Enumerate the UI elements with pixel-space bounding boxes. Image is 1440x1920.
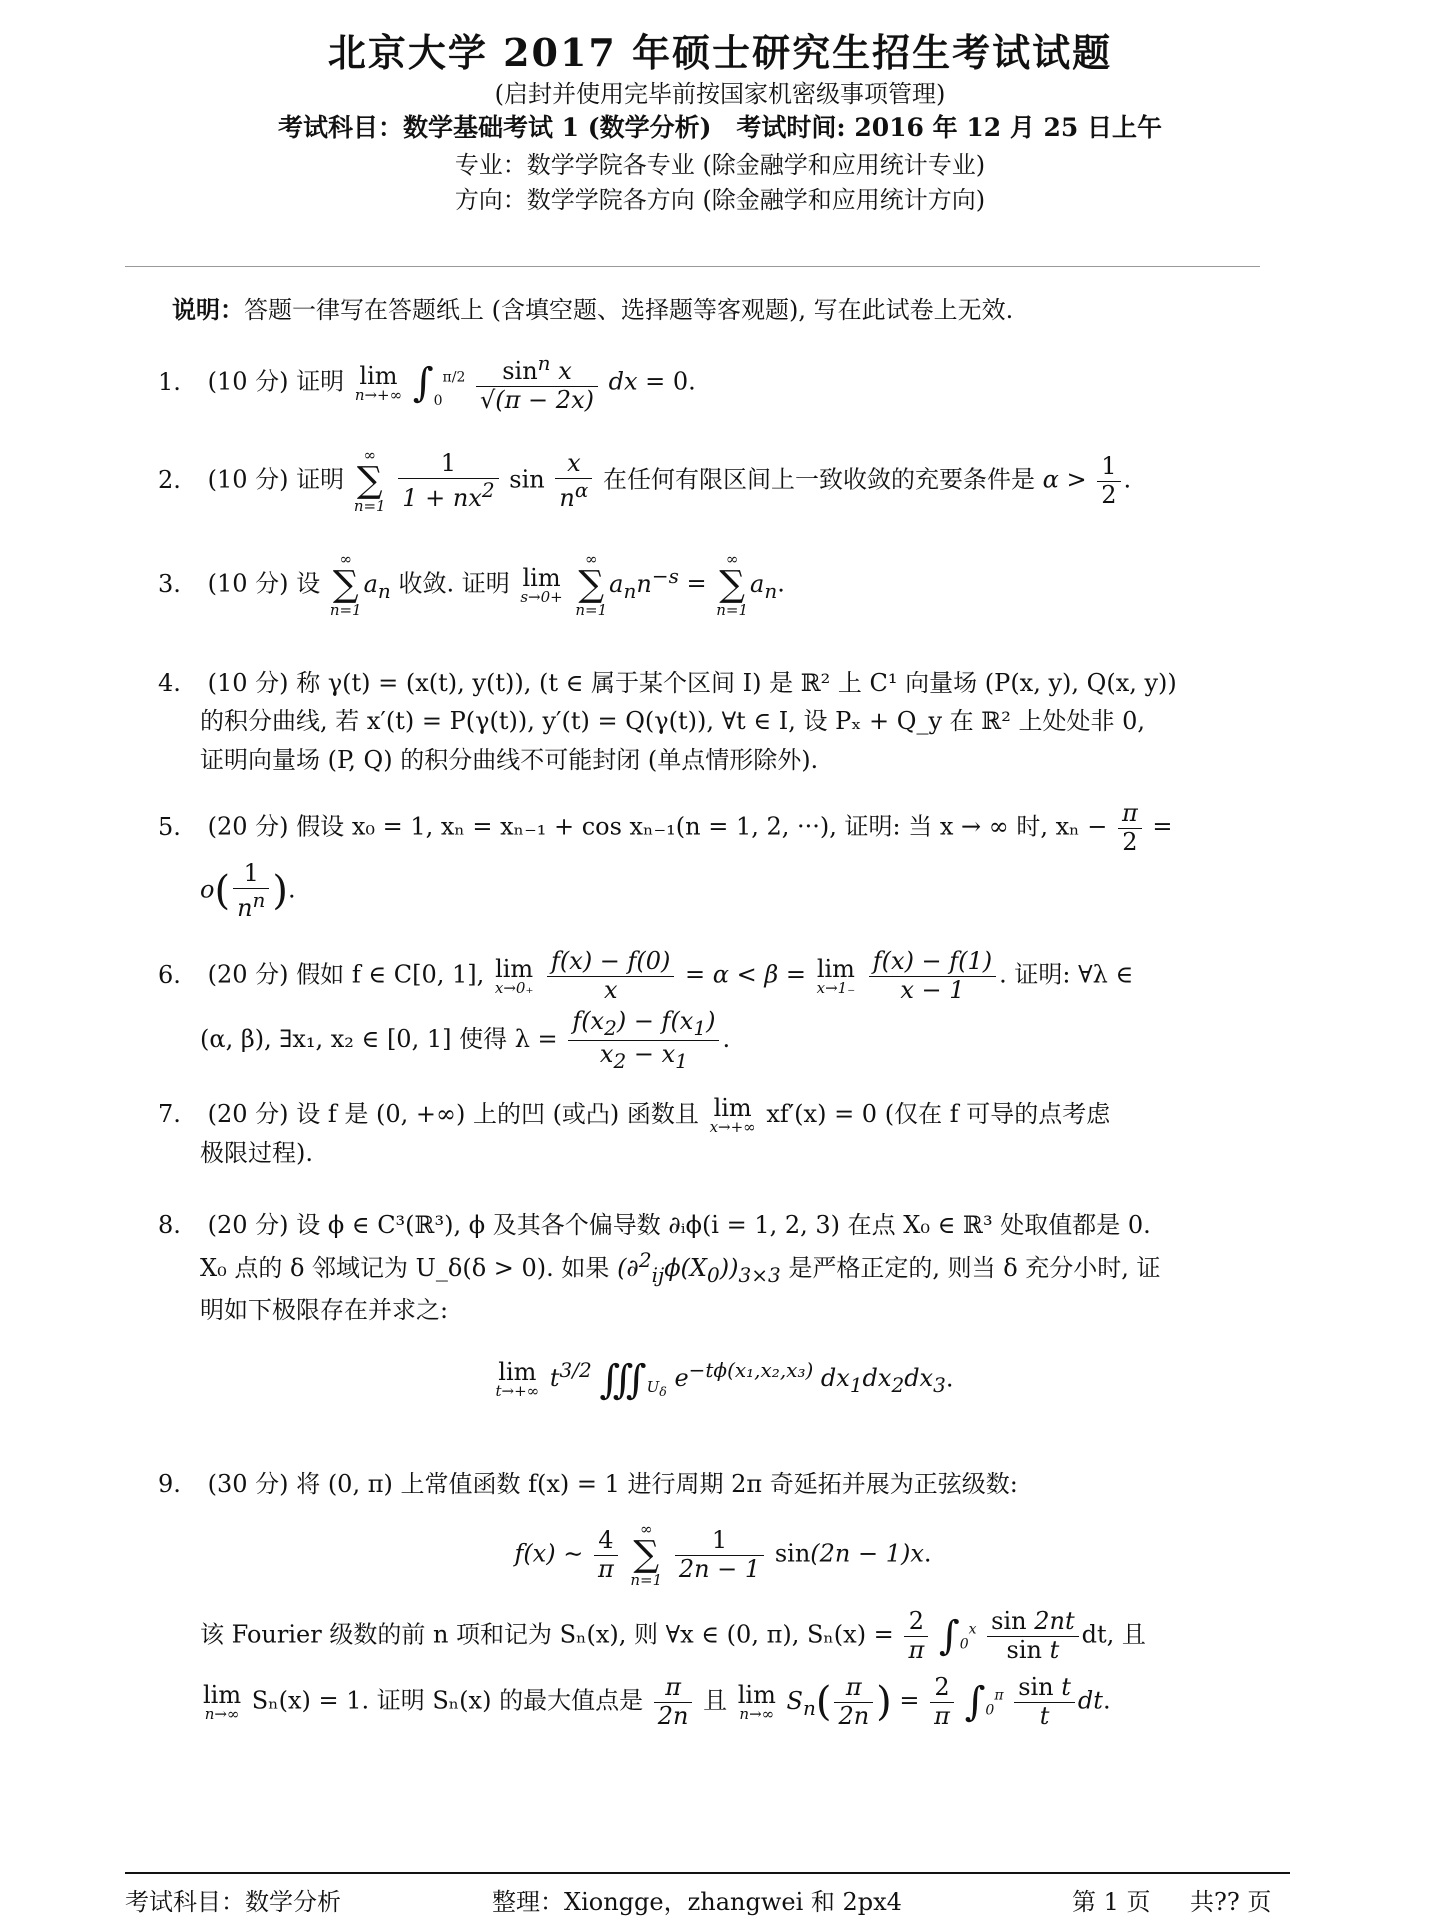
- problem-number: 9.: [158, 1470, 181, 1498]
- triple-integral-limit: lim t→+∞ $t^{3/2}$ $∭_{U_\delta}$ $e^{-t\phi(x_1,x_2,x_3)}$ $dx_1dx_2dx_3$.: [495, 1356, 954, 1403]
- problem-score: (20 分): [207, 812, 289, 841]
- problem-line: xf′(x) = 0 (仅在 f 可导的点考虑: [766, 1100, 1111, 1128]
- problem-line: (α, β), ∃x₁, x₂ ∈ [0, 1] 使得 λ =: [200, 1024, 558, 1053]
- problem-score: (20 分): [207, 1211, 289, 1239]
- problem-mid: 收敛. 证明: [398, 569, 510, 598]
- problem-score: (20 分): [207, 960, 289, 989]
- problem-number: 7.: [158, 1100, 181, 1128]
- problem-3: 3. (10 分) 设 ∞ ∑ n=1 $a_n$ 收敛. 证明 lim s→0+ ∞ ∑ n=1 $a_nn^{-s}$ = ∞ ∑ n=1 $a_n$.: [158, 550, 785, 619]
- problem-2: 2. (10 分) 证明 ∞ ∑ n=1 $\frac{1}{1 + nx^2}$ sin $\frac{x}{n^\alpha}$ 在任何有限区间上一致收敛的充要条件是 α > $\frac{1}{2}$ .: [158, 446, 1132, 515]
- problem-line: 且: [703, 1686, 728, 1715]
- problem-number: 6.: [158, 960, 181, 989]
- problem-line: Sₙ(x) = 1. 证明 Sₙ(x) 的最大值点是: [251, 1686, 644, 1715]
- footer-subject: 考试科目：数学分析: [125, 1888, 341, 1916]
- problem-lead: 证明: [296, 367, 345, 396]
- problem-6: 6. (20 分) 假如 f ∈ C[0, 1], lim x→0₊ $\frac{f(x) - f(0)}{x}$ = α < β = lim x→1₋ $\frac{f(x) - f(1)}{x - 1}$ . 证明: ∀λ ∈ (α, β), ∃x₁, x₂ ∈ [0, 1] 使得 λ = $\frac{f(x_2) - f(x_1)}{x_2 - x_1}$ .: [158, 947, 1134, 1073]
- problem-1: 1. (10 分) 证明 lim n→+∞ $\int_0^{\pi/2}$ $\frac{\sin^n x}{√(\pi - 2x)}$ dx = 0.: [158, 351, 696, 414]
- problem-line: 将 (0, π) 上常值函数 f(x) = 1 进行周期 2π 奇延拓并展为正弦级数:: [296, 1470, 1018, 1498]
- header-divider: [125, 266, 1260, 267]
- limit-op: lim n→+∞: [354, 361, 403, 404]
- problem-number: 8.: [158, 1211, 181, 1239]
- footer-page: 第 1 页: [1072, 1888, 1151, 1916]
- problem-line: 设 f 是 (0, +∞) 上的凹 (或凸) 函数且: [296, 1100, 699, 1128]
- fourier-series: f(x) ∼ $\frac{4}{\pi}$ ∞ ∑ n=1 $\frac{1}{2n - 1}$ sin(2n − 1)x.: [514, 1520, 932, 1589]
- problem-score: (10 分): [207, 569, 289, 598]
- problem-line: 极限过程).: [200, 1139, 313, 1167]
- problem-score: (10 分): [207, 465, 289, 494]
- problem-number: 5.: [158, 812, 181, 841]
- footer-credits: 整理：Xiongge，zhangwei 和 2px4: [492, 1888, 902, 1916]
- instructions: [172, 290, 1013, 325]
- problem-line: 该 Fourier 级数的前 n 项和记为 Sₙ(x), 则 ∀x ∈ (0, π), Sₙ(x) =: [200, 1620, 894, 1649]
- problem-lead: 证明: [296, 465, 345, 494]
- problem-8: 8. (20 分) 设 ϕ ∈ C³(ℝ³), ϕ 及其各个偏导数 ∂ᵢϕ(i = 1, 2, 3) 在点 X₀ ∈ ℝ³ 处取值都是 0. X₀ 点的 δ 邻域记为 U_δ(δ > 0). 如果 $(\partial^2_{ij}\phi(X_0))_{3\times 3}$ 是严格正定的, 则当 δ 充分小时, 证 明如下极限存在并求之: lim t→+∞ $t^{3/2}$ $∭_{U_\delta}$ $e^{-t\phi(x_1,x_2,x_3)}$ $dx_1dx_2dx_3$.: [158, 1206, 1288, 1422]
- problem-number: 1.: [158, 367, 181, 396]
- problem-5: 5. (20 分) 假设 x₀ = 1, xₙ = xₙ₋₁ + cos xₙ₋₁(n = 1, 2, ···), 证明: 当 x → ∞ 时, xₙ − $\frac{\pi}{2}$ = o( $\frac{1}{n^n}$ ).: [158, 799, 1173, 922]
- problem-lead: 设: [296, 569, 321, 598]
- problem-4: [158, 664, 1288, 779]
- problem-number: 2.: [158, 465, 181, 494]
- exam-subject-time: 考试科目：数学基础考试 1 (数学分析) 考试时间: 2016 年 12 月 25 日上午: [277, 113, 1163, 142]
- problem-tail: . 证明: ∀λ ∈: [999, 960, 1134, 989]
- problem-line: dt, 且: [1081, 1620, 1146, 1649]
- problem-line: 是严格正定的, 则当 δ 充分小时, 证: [788, 1254, 1161, 1283]
- footer-total-pages: 共?? 页: [1190, 1888, 1272, 1916]
- problem-line: 证明向量场 (P, Q) 的积分曲线不可能封闭 (单点情形除外).: [200, 745, 819, 774]
- footer-divider: [125, 1872, 1290, 1874]
- instructions-label: 说明：: [172, 295, 244, 324]
- problem-line: 设 ϕ ∈ C³(ℝ³), ϕ 及其各个偏导数 ∂ᵢϕ(i = 1, 2, 3) 在点 X₀ ∈ ℝ³ 处取值都是 0.: [296, 1211, 1151, 1239]
- confidential-note: (启封并使用完毕前按国家机密级事项管理): [494, 80, 946, 108]
- problem-line: X₀ 点的 δ 邻域记为 U_δ(δ > 0). 如果: [200, 1254, 610, 1283]
- problem-9: 9. (30 分) 将 (0, π) 上常值函数 f(x) = 1 进行周期 2π 奇延拓并展为正弦级数: f(x) ∼ $\frac{4}{\pi}$ ∞ ∑ n=1 $\frac{1}{2n - 1}$ sin(2n − 1)x. 该 Fourier 级数的前 n 项和记为 Sₙ(x), 则 ∀x ∈ (0, π), Sₙ(x) = $\frac{2}{\pi}$ $\int_0^x$ $\frac{\sin 2nt}{\text{sin t}}$ dt, 且 lim n→∞ Sₙ(x) = 1. 证明 Sₙ(x) 的最大值点是 $\frac{\pi}{2n}$ 且 lim n→∞ $S_n$( $\frac{\pi}{2n}$ ) = $\frac{2}{\pi}$ $\int_0^\pi$ $\frac{\text{sin t}}{t}$ dt.: [158, 1466, 1288, 1732]
- direction-line: 方向：数学学院各方向 (除金融学和应用统计方向): [454, 186, 986, 214]
- problem-score: (10 分): [207, 669, 289, 697]
- sum-op: ∞ ∑ n=1: [353, 446, 386, 515]
- series-term: $\frac{1}{1 + nx^2}$: [398, 450, 498, 512]
- problem-7: 7. (20 分) 设 f 是 (0, +∞) 上的凹 (或凸) 函数且 lim x→+∞ xf′(x) = 0 (仅在 f 可导的点考虑 极限过程).: [158, 1096, 1288, 1171]
- integral-sign: $\int_0^{\pi/2}$: [412, 360, 466, 410]
- problem-score: (30 分): [207, 1470, 289, 1498]
- problem-score: (20 分): [207, 1100, 289, 1128]
- problem-tail: 在任何有限区间上一致收敛的充要条件是: [602, 465, 1035, 494]
- problem-line: 的积分曲线, 若 x′(t) = P(γ(t)), y′(t) = Q(γ(t)), ∀t ∈ I, 设 Pₓ + Q_y 在 ℝ² 上处处非 0,: [200, 707, 1145, 736]
- problem-score: (10 分): [207, 367, 289, 396]
- major-line: 专业：数学学院各专业 (除金融学和应用统计专业): [454, 151, 986, 179]
- instructions-text: 答题一律写在答题纸上 (含填空题、选择题等客观题), 写在此试卷上无效.: [244, 296, 1014, 324]
- exam-title: 北京大学 2017 年硕士研究生招生考试试题: [327, 30, 1113, 75]
- integrand-fraction: $\frac{\sin^n x}{√(\pi - 2x)}$: [476, 352, 598, 414]
- problem-line: 假设 x₀ = 1, xₙ = xₙ₋₁ + cos xₙ₋₁(n = 1, 2, ···), 证明: 当 x → ∞ 时, xₙ −: [296, 812, 1108, 841]
- problem-line: 明如下极限存在并求之:: [200, 1296, 449, 1325]
- problem-number: 4.: [158, 669, 181, 697]
- problem-number: 3.: [158, 569, 181, 598]
- problem-lead: 假如 f ∈ C[0, 1],: [296, 960, 485, 989]
- problem-line: 称 γ(t) = (x(t), y(t)), (t ∈ 属于某个区间 I) 是 ℝ² 上 C¹ 向量场 (P(x, y), Q(x, y)): [296, 669, 1177, 697]
